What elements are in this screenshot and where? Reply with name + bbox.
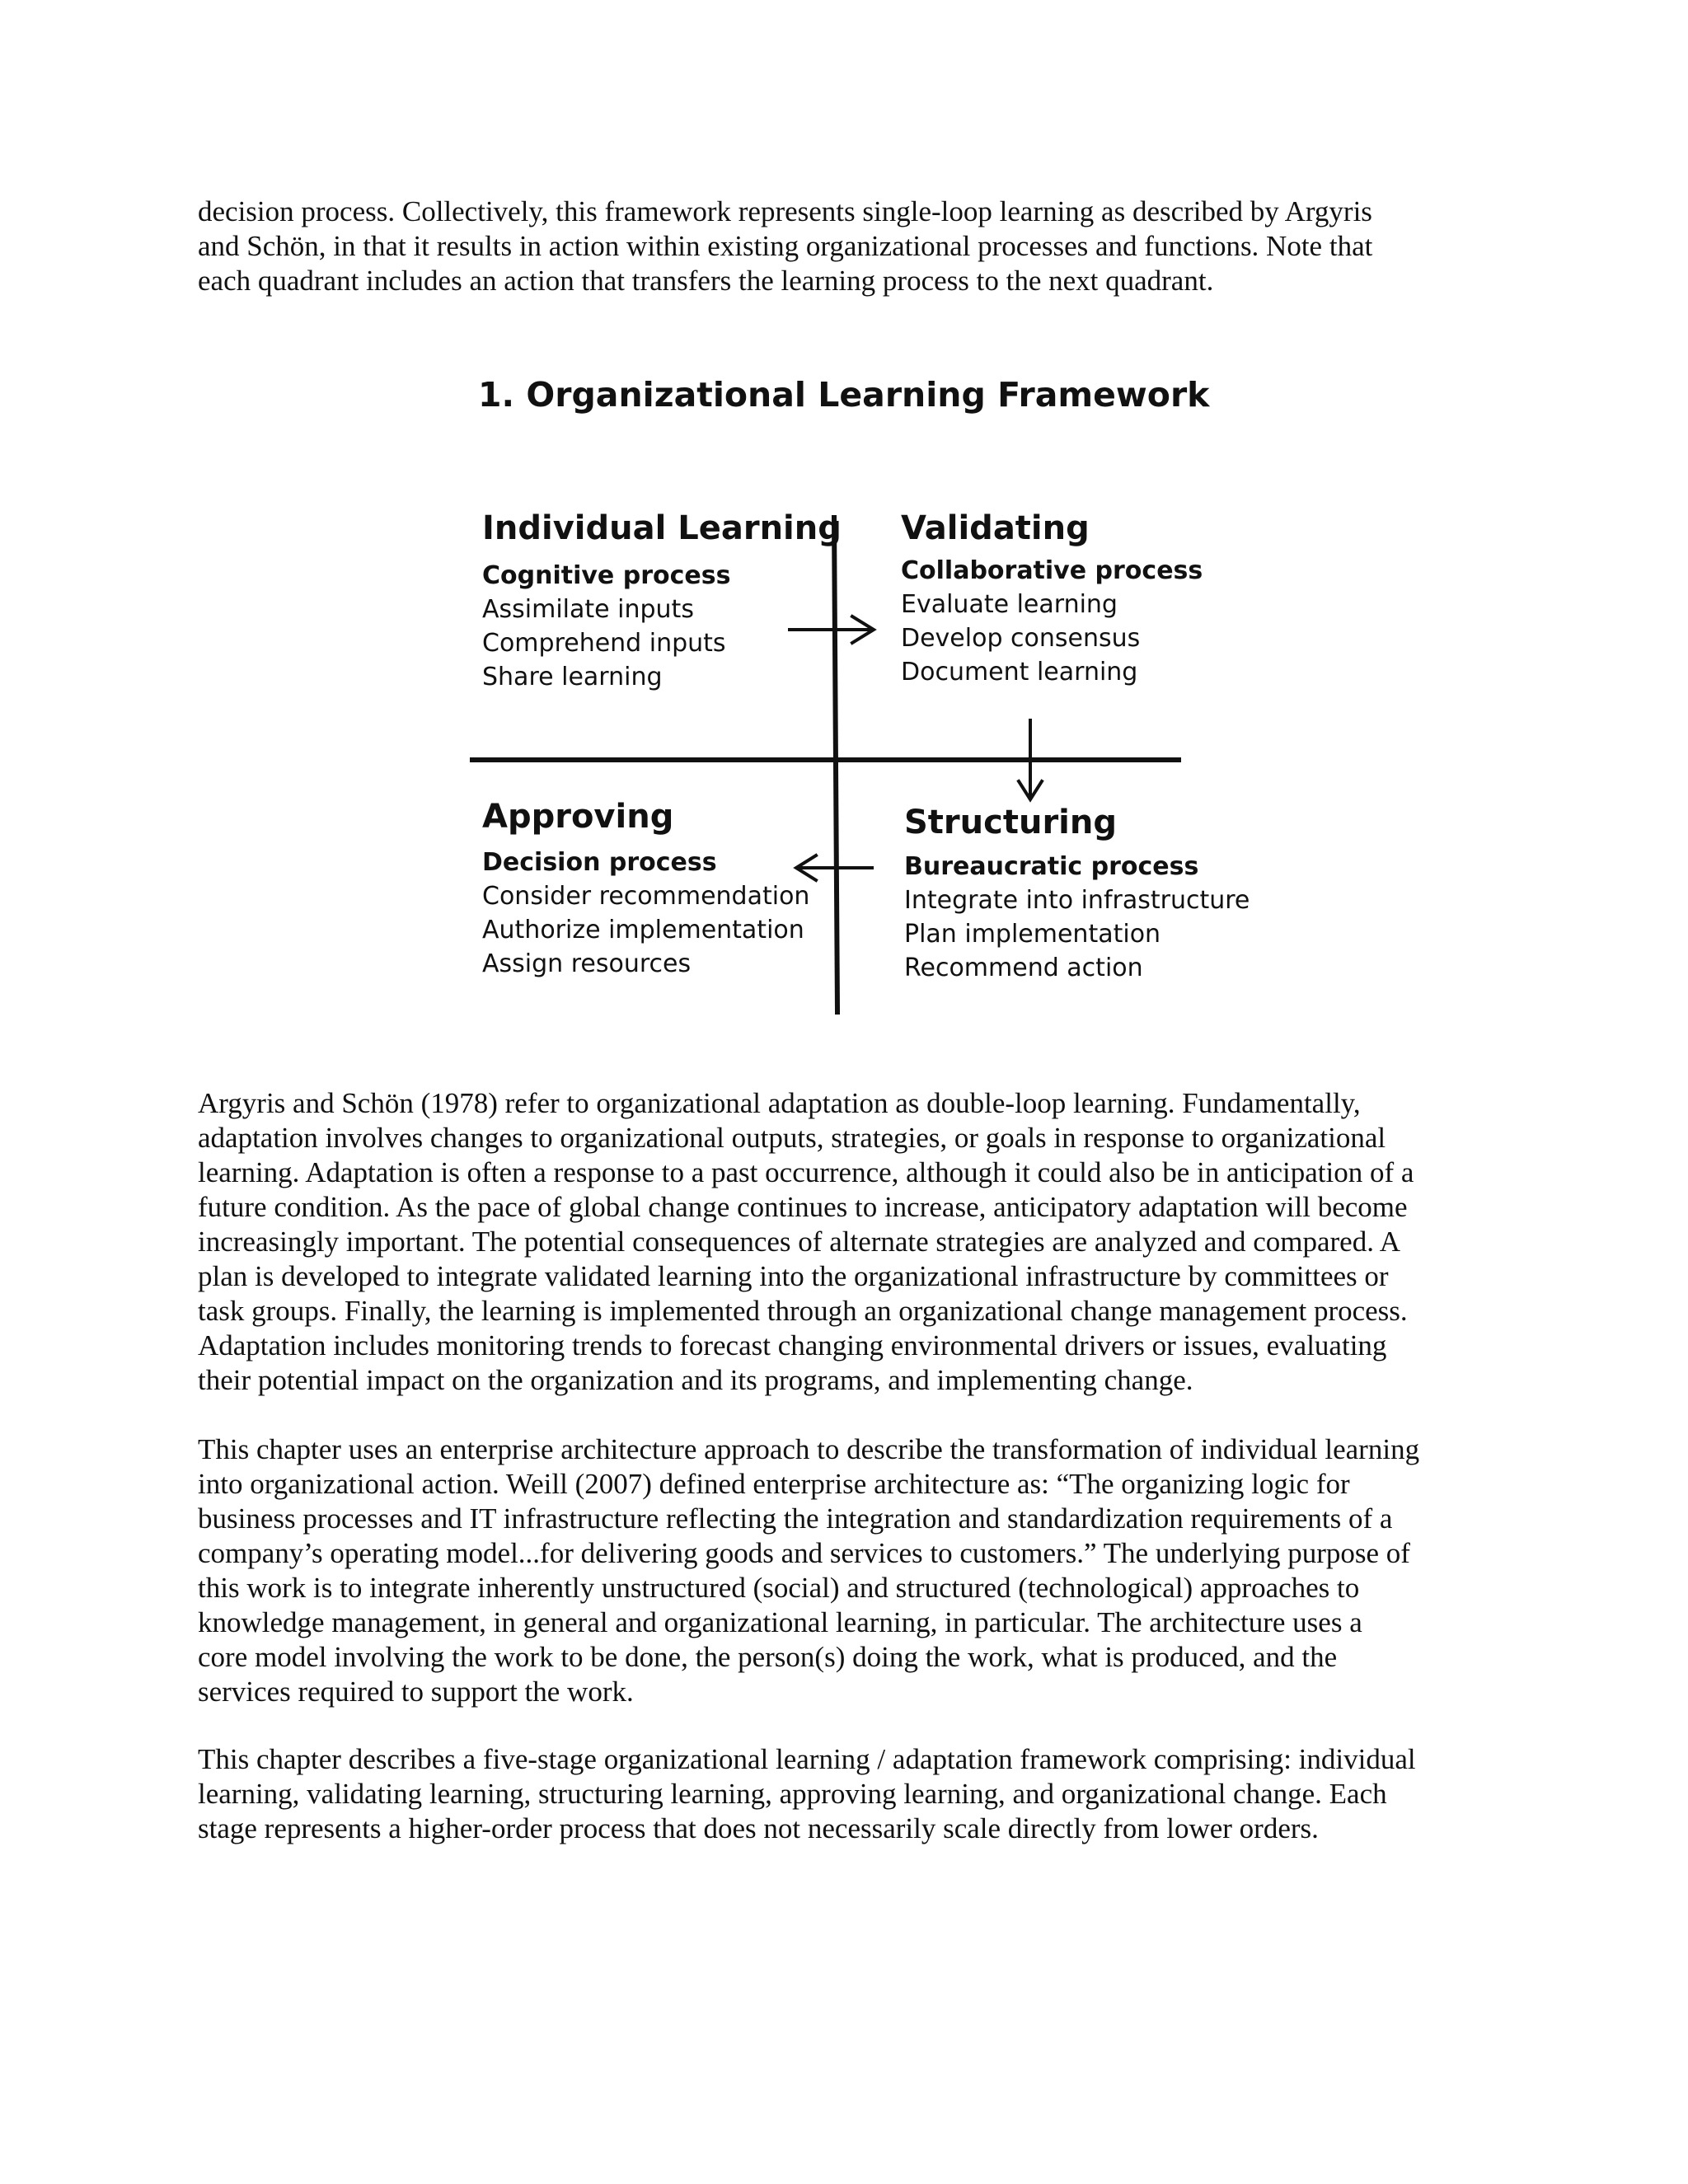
text-line: this work is to integrate inherently unstructured (social) and structured (technological) approaches to [198, 1572, 1360, 1604]
quadrant-item: Develop consensus [901, 624, 1141, 653]
text-line: learning, validating learning, structuring learning, approving learning, and organizational change. Each [198, 1778, 1387, 1810]
text-line: This chapter describes a five-stage organizational learning / adaptation framework comprising: individual [198, 1743, 1416, 1775]
text-line: Adaptation includes monitoring trends to forecast changing environmental drivers or issues, evaluating [198, 1329, 1387, 1361]
quadrant-subheading: Bureaucratic process [904, 852, 1199, 881]
text-line: increasingly important. The potential consequences of alternate strategies are analyzed and compared. A [198, 1226, 1401, 1258]
text-line: decision process. Collectively, this framework represents single-loop learning as described by Argyris [198, 195, 1372, 227]
quadrant-heading: Individual Learning [482, 509, 842, 547]
body-paragraph [198, 1432, 1500, 1709]
quadrant-subheading: Decision process [482, 848, 717, 877]
text-line: each quadrant includes an action that transfers the learning process to the next quadrant. [198, 265, 1214, 297]
quadrant-validating [901, 509, 1203, 689]
figure-title: 1. Organizational Learning Framework [478, 375, 1210, 415]
text-line: task groups. Finally, the learning is implemented through an organizational change management process. [198, 1295, 1408, 1327]
text-line: Argyris and Schön (1978) refer to organizational adaptation as double-loop learning. Fundamentally, [198, 1087, 1361, 1119]
quadrant-item: Assign resources [482, 949, 692, 978]
quadrant-item: Evaluate learning [901, 590, 1118, 619]
text-line: their potential impact on the organization and its programs, and implementing change. [198, 1364, 1193, 1396]
quadrant-approving [482, 798, 809, 981]
text-line: This chapter uses an enterprise architecture approach to describe the transformation of individual learning [198, 1433, 1420, 1465]
quadrant-item: Recommend action [904, 954, 1143, 982]
quadrant-item: Integrate into infrastructure [904, 886, 1250, 915]
quadrant-item: Assimilate inputs [482, 595, 694, 624]
text-line: business processes and IT infrastructure reflecting the integration and standardization requirements of a [198, 1502, 1393, 1535]
body-paragraph [198, 1086, 1500, 1398]
quadrant-subheading: Cognitive process [482, 561, 731, 590]
quadrant-heading: Approving [482, 798, 674, 836]
quadrant-heading: Validating [901, 509, 1090, 547]
text-line: plan is developed to integrate validated learning into the organizational infrastructure by committees or [198, 1260, 1389, 1292]
quadrant-individual-learning [482, 509, 842, 694]
text-line: adaptation involves changes to organizational outputs, strategies, or goals in response to organizational [198, 1122, 1386, 1154]
quadrant-subheading: Collaborative process [901, 556, 1203, 585]
text-line: company’s operating model...for delivering goods and services to customers.” The underlying purpose of [198, 1537, 1410, 1569]
quadrant-item: Plan implementation [904, 920, 1161, 949]
quadrant-item: Authorize implementation [482, 916, 804, 944]
quadrant-item: Document learning [901, 658, 1138, 687]
quadrant-item: Comprehend inputs [482, 629, 726, 658]
text-line: and Schön, in that it results in action within existing organizational processes and functions. Note that [198, 230, 1373, 262]
text-line: learning. Adaptation is often a response to a past occurrence, although it could also be in anticipation of a [198, 1156, 1414, 1188]
quadrant-item: Share learning [482, 663, 663, 691]
text-line: core model involving the work to be done, the person(s) doing the work, what is produced, and the [198, 1641, 1338, 1673]
text-line: future condition. As the pace of global change continues to increase, anticipatory adaptation will become [198, 1191, 1408, 1223]
quadrant-heading: Structuring [904, 804, 1117, 841]
quadrant-item: Consider recommendation [482, 882, 810, 911]
quadrant-structuring [904, 804, 1250, 985]
text-line: knowledge management, in general and organizational learning, in particular. The architecture uses a [198, 1606, 1362, 1638]
body-paragraph [198, 1742, 1500, 1846]
text-line: stage represents a higher-order process that does not necessarily scale directly from lower orders. [198, 1812, 1319, 1844]
text-line: services required to support the work. [198, 1675, 634, 1708]
text-line: into organizational action. Weill (2007) defined enterprise architecture as: “The organizing logic for [198, 1468, 1350, 1500]
